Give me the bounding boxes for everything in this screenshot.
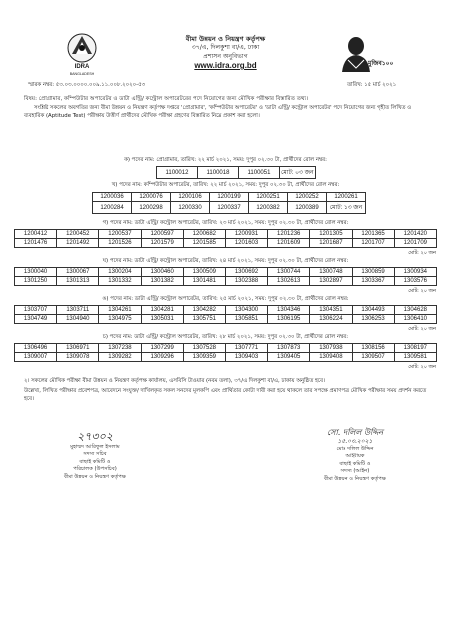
roll-cell: 1201603 — [225, 239, 267, 248]
signatory-role-right-2: বাছাই কমিটি ও — [339, 460, 371, 467]
roll-cell: 1201709 — [394, 239, 436, 248]
roll-cell: 1200931 — [225, 230, 267, 239]
org-address: ৩৭/এ, দিলকুশা বা/এ, ঢাকা — [191, 44, 260, 51]
section-heading: ঘ) পদের নাম: ডাটা এন্ট্রি/ কন্ট্রোল অপারেটর, তারিখ: ২৪ মার্চ ২০২১, সময়: দুপুর ০২.৩০ টা, প্রার্থীদের রোল নম্বর: — [102, 258, 349, 264]
roll-cell: 1304300 — [225, 306, 267, 315]
logo-left-sub: BANGLADESH — [69, 72, 95, 76]
roll-cell: 1307873 — [268, 344, 310, 353]
roll-cell: 1309405 — [268, 353, 310, 362]
total-cell: মোট: ১৩ জন — [327, 202, 366, 214]
roll-cell: 1303576 — [394, 277, 436, 286]
roll-cell: 1200036 — [93, 193, 132, 202]
roll-cell: 1300067 — [57, 268, 99, 277]
roll-cell: 1307938 — [310, 344, 352, 353]
roll-cell: 1200284 — [93, 202, 132, 214]
roll-cell: 1201236 — [268, 230, 310, 239]
roll-cell: 1308156 — [352, 344, 394, 353]
roll-cell: 1306971 — [57, 344, 99, 353]
roll-cell: 1200252 — [288, 193, 327, 202]
roll-cell: 1306496 — [15, 344, 57, 353]
roll-cell: 1300934 — [394, 268, 436, 277]
roll-cell: 1304261 — [99, 306, 141, 315]
intro-paragraph: সংশ্লিষ্ট সকলের অবগতির জন্য বীমা উন্নয়ন ও নিয়ন্ত্রণ কর্তৃপক্ষ দপ্তরে 'প্রোগ্রামার', 'কম্পিউটার অপারেটর' ও 'ডাটা এন্ট্রি/ কন্ট্রোল অপারেটর' পদে নিয়োগের জন্য গৃহীত লিখিত ও ব্যবহারিক (Aptitude Test) পরীক্ষায় উত্তীর্ণ প্রার্থীদের মৌখিক পরীক্ষা গ্রহণের বিস্তারিত নিম্নে প্রকাশ করা হলো। — [24, 105, 412, 119]
roll-cell: 1307299 — [141, 344, 183, 353]
handwritten-signature-right: সো. দলিল উদ্দিন — [326, 428, 384, 437]
roll-cell: 1200382 — [249, 202, 288, 214]
roll-cell: 1201526 — [99, 239, 141, 248]
roll-cell: 1200597 — [141, 230, 183, 239]
roll-cell: 1309403 — [225, 353, 267, 362]
handwritten-date-right: ১৫.০৩.২০২১ — [337, 438, 373, 445]
table-row — [93, 193, 366, 202]
roll-cell: 1301332 — [99, 277, 141, 286]
roll-cell: 1301313 — [57, 277, 99, 286]
org-title: বীমা উন্নয়ন ও নিয়ন্ত্রণ কর্তৃপক্ষ — [185, 35, 266, 43]
handwritten-signature-left: ২৭৩০২ — [77, 430, 113, 443]
roll-cell: 1200452 — [57, 230, 99, 239]
roll-cell: 1305851 — [225, 315, 267, 324]
roll-cell: 1300040 — [15, 268, 57, 277]
roll-cell: 1300204 — [99, 268, 141, 277]
roll-cell: 1302388 — [225, 277, 267, 286]
roll-cell: 1309507 — [352, 353, 394, 362]
roll-cell: 1201365 — [352, 230, 394, 239]
venue-paragraph: ২। সকলের মৌখিক পরীক্ষা বীমা উন্নয়ন ও নিয়ন্ত্রণ কর্তৃপক্ষ কার্যালয়, এসবিসি টাওয়ার (নবম তলা), ৩৭/এ দিলকুশা বা/এ, ঢাকায় অনুষ্ঠিত হবে। — [24, 378, 325, 384]
roll-cell: 1300692 — [225, 268, 267, 277]
roll-cell: 1200106 — [171, 193, 210, 202]
table-row — [15, 230, 437, 239]
documents-note: উল্লেখ্য, লিখিত পরীক্ষার প্রবেশপত্র, আবেদনে সংযুক্ত/ দাখিলকৃত সকল সনদের মূলকপি এবং প্রার্থিতার কোটা দাবী করা হয়ে থাকলে তার সপক্ষে প্রমাণপত্র মৌখিক পরীক্ষার সময় প্রদর্শন করতে হবে। — [24, 388, 427, 402]
logo-right-text: মুজিব১০০ — [368, 60, 394, 67]
logo-left-text: IDRA — [74, 64, 90, 70]
table-row — [15, 353, 437, 362]
roll-cell: 1303711 — [57, 306, 99, 315]
signatory-name-right: মোঃ দলিল উদ্দিন — [336, 446, 374, 452]
roll-cell: 1309408 — [310, 353, 352, 362]
roll-cell: 1201492 — [57, 239, 99, 248]
section-total: মোট: ২০ জন — [408, 326, 436, 332]
roll-cell: 1100051 — [239, 167, 280, 179]
roll-cell: 1309078 — [57, 353, 99, 362]
roll-cell: 1200199 — [210, 193, 249, 202]
roll-cell: 1201707 — [352, 239, 394, 248]
roll-cell: 1201687 — [310, 239, 352, 248]
total-cell: মোট: ০৩ জন — [280, 167, 316, 179]
signatory-role-left-3: পরিচালক (উপসচিব) — [73, 466, 117, 473]
org-website[interactable]: www.idra.org.bd — [194, 61, 257, 70]
memo-date: তারিখ: ১৫ মার্চ ২০২১ — [347, 82, 397, 88]
roll-cell: 1201609 — [268, 239, 310, 248]
roll-cell: 1200076 — [132, 193, 171, 202]
roll-cell: 1307238 — [99, 344, 141, 353]
roll-cell: 1306410 — [394, 315, 436, 324]
roll-cell: 1303367 — [352, 277, 394, 286]
signature-right — [295, 428, 415, 483]
roll-table-data-entry-24 — [14, 267, 437, 286]
roll-cell: 1307771 — [225, 344, 267, 353]
roll-cell: 1304351 — [310, 306, 352, 315]
roll-cell: 1307528 — [183, 344, 225, 353]
table-row — [15, 239, 437, 248]
roll-cell: 1201305 — [310, 230, 352, 239]
roll-cell: 1305751 — [183, 315, 225, 324]
mujib100-logo — [338, 32, 400, 74]
roll-cell: 1304493 — [352, 306, 394, 315]
section-total: মোট: ২০ জন — [408, 364, 436, 370]
roll-cell: 1304975 — [99, 315, 141, 324]
roll-cell: 1304282 — [183, 306, 225, 315]
section-heading: গ) পদের নাম: ডাটা এন্ট্রি/ কন্ট্রোল অপারেটর, তারিখ: ২৩ মার্চ ২০২১, সময়: দুপুর ০২.৩০ টা, প্রার্থীদের রোল নম্বর: — [102, 220, 349, 226]
table-row — [15, 315, 437, 324]
roll-cell: 1309581 — [394, 353, 436, 362]
signature-left — [40, 430, 150, 481]
section-heading: চ) পদের নাম: ডাটা এন্ট্রি/ কন্ট্রোল অপারেটর, তারিখ: ২৮ মার্চ ২০২১, সময়: দুপুর ০২.৩০ টা, প্রার্থীদের রোল নম্বর: — [102, 334, 349, 340]
roll-cell: 1201579 — [141, 239, 183, 248]
roll-cell: 1300859 — [352, 268, 394, 277]
signatory-role-right-3: সদস্য (আইন) — [340, 468, 370, 475]
roll-cell: 1304628 — [394, 306, 436, 315]
roll-cell: 1200682 — [183, 230, 225, 239]
roll-cell: 1301382 — [141, 277, 183, 286]
org-department: প্রশাসন অনুবিভাগ — [203, 53, 248, 60]
roll-cell: 1300509 — [183, 268, 225, 277]
signatory-name-left: মুহাম্মদ আরিফুল ইসলাম — [70, 444, 120, 450]
roll-cell: 1306224 — [310, 315, 352, 324]
table-row — [93, 202, 366, 214]
signatory-role-left-1: সদস্য সচিব — [83, 451, 107, 458]
table-row — [15, 268, 437, 277]
roll-table-data-entry-23 — [14, 229, 437, 248]
roll-cell: 1305031 — [141, 315, 183, 324]
roll-table-programmer — [156, 166, 316, 179]
roll-cell: 1200330 — [171, 202, 210, 214]
section-heading: ক) পদের নাম: প্রোগ্রামার, তারিখ: ২২ মার্চ ২০২১, সময়: দুপুর ০২.৩০ টা, প্রার্থীদের রোল নম্বর: — [124, 157, 327, 163]
roll-cell: 1100018 — [198, 167, 239, 179]
roll-cell: 1306253 — [352, 315, 394, 324]
roll-cell: 1200537 — [99, 230, 141, 239]
section-total: মোট: ২০ জন — [408, 250, 436, 256]
table-row — [15, 306, 437, 315]
roll-cell: 1301250 — [15, 277, 57, 286]
reference-number: স্মারক নম্বর: ৫৩.০৩.০০০০.০০৯.১১.০০৮.২০২০-৫৩ — [28, 82, 146, 88]
roll-cell: 1200261 — [327, 193, 366, 202]
roll-cell: 1201476 — [15, 239, 57, 248]
section-heading: খ) পদের নাম: কম্পিউটার অপারেটর, তারিখ: ২২ মার্চ ২০২১, সময়: দুপুর ০২.৩০ টা, প্রার্থীদের রোল নম্বর: — [111, 182, 340, 188]
roll-cell: 1300748 — [310, 268, 352, 277]
roll-cell: 1304281 — [141, 306, 183, 315]
section-total: মোট: ২০ জন — [408, 288, 436, 294]
roll-cell: 1302897 — [310, 277, 352, 286]
roll-cell: 1309282 — [99, 353, 141, 362]
roll-cell: 1309359 — [183, 353, 225, 362]
roll-cell: 1301481 — [183, 277, 225, 286]
roll-cell: 1201420 — [394, 230, 436, 239]
roll-cell: 1308197 — [394, 344, 436, 353]
roll-table-data-entry-25 — [14, 305, 437, 324]
table-row — [15, 277, 437, 286]
roll-cell: 1200389 — [288, 202, 327, 214]
roll-cell: 1303707 — [15, 306, 57, 315]
roll-table-computer-operator — [92, 192, 366, 214]
roll-cell: 1304940 — [57, 315, 99, 324]
roll-cell: 1200337 — [210, 202, 249, 214]
signatory-role-right-1: আহ্বায়ক — [345, 453, 365, 460]
roll-cell: 1200412 — [15, 230, 57, 239]
roll-cell: 1201585 — [183, 239, 225, 248]
signatory-role-left-4: বীমা উন্নয়ন ও নিয়ন্ত্রণ কর্তৃপক্ষ — [64, 473, 126, 480]
roll-table-data-entry-28 — [14, 343, 437, 362]
roll-cell: 1302613 — [268, 277, 310, 286]
table-row — [157, 167, 316, 179]
roll-cell: 1300744 — [268, 268, 310, 277]
roll-cell: 1309296 — [141, 353, 183, 362]
roll-cell: 1200298 — [132, 202, 171, 214]
roll-cell: 1100012 — [157, 167, 198, 179]
roll-cell: 1300460 — [141, 268, 183, 277]
section-heading: ঙ) পদের নাম: ডাটা এন্ট্রি/ কন্ট্রোল অপারেটর, তারিখ: ২৫ মার্চ ২০২১, সময়: দুপুর ০২.৩০ টা, প্রার্থীদের রোল নম্বর: — [102, 296, 349, 302]
signatory-role-left-2: বাছাই কমিটি ও — [79, 458, 111, 465]
roll-cell: 1309007 — [15, 353, 57, 362]
roll-cell: 1306195 — [268, 315, 310, 324]
subject-line: বিষয়: প্রোগ্রামার, কম্পিউটার অপারেটর ও ডাটা এন্ট্রি/ কন্ট্রোল অপারেটরের পদে নিয়োগের জন্য মৌখিক পরীক্ষার বিস্তারিত তথ্য। — [24, 96, 309, 102]
roll-cell: 1200251 — [249, 193, 288, 202]
signatory-role-right-4: বীমা উন্নয়ন ও নিয়ন্ত্রণ কর্তৃপক্ষ — [324, 475, 386, 482]
roll-cell: 1304749 — [15, 315, 57, 324]
table-row — [15, 344, 437, 353]
roll-cell: 1304346 — [268, 306, 310, 315]
